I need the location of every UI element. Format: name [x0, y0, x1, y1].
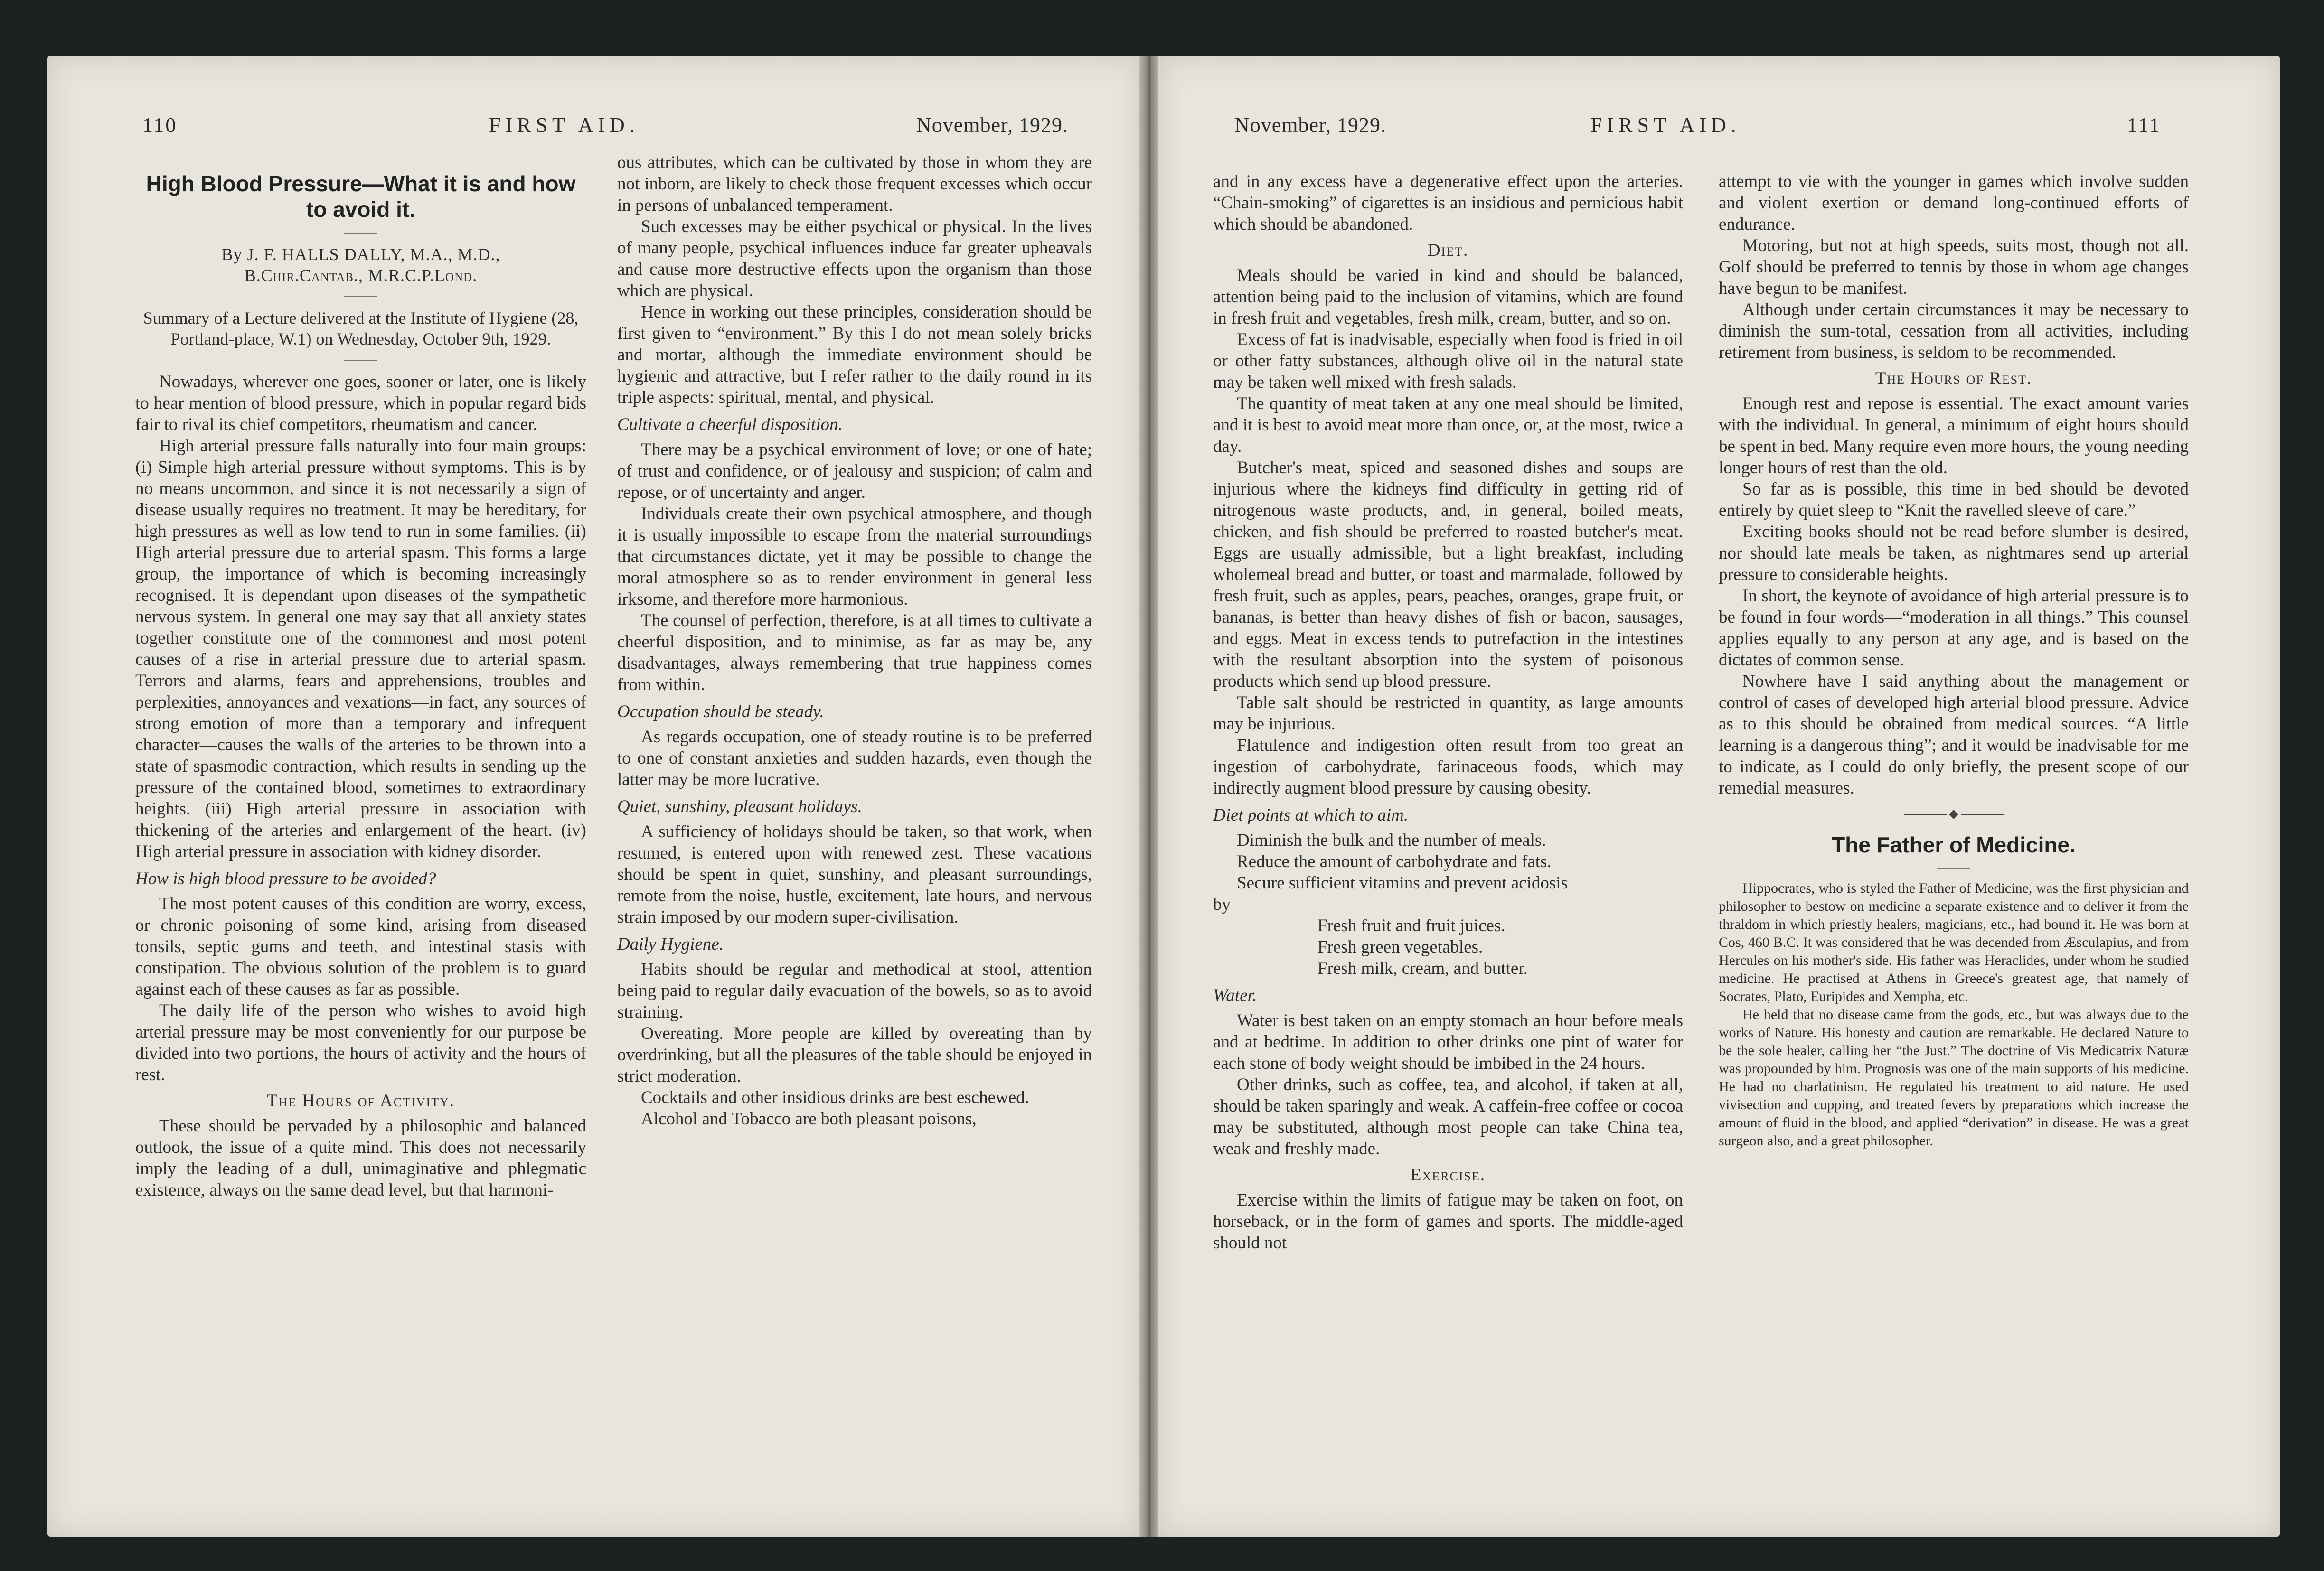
list-item: Secure sufficient vitamins and prevent acidosis [1237, 873, 1568, 893]
book-gutter [1139, 56, 1159, 1537]
paragraph: The counsel of perfection, therefore, is at all times to cultivate a cheerful disposition, and to minimise, as far as may be, any disadvantages, always remembering that true happiness comes from within. [617, 611, 1092, 694]
paragraph: The most potent causes of this condition are worry, excess, or chronic poisoning of some kind, arising from diseased tonsils, septic gums and teeth, and intestinal stasis with constipation. The obvious solution of the problem is to guard against each of these causes as far as possible. [135, 894, 586, 999]
section-heading: How is high blood pressure to be avoided? [135, 869, 436, 888]
title-rule [1937, 868, 1970, 869]
paragraph: Such excesses may be either psychical or physical. In the lives of many people, psychical influences induce far greater upheavals and cause more destructive effects upon the organism than those which are physical. [617, 217, 1092, 300]
left-column-2 [617, 152, 1092, 1130]
paragraph: Excess of fat is inadvisable, especially when food is fried in oil or other fatty substances, although olive oil in the natural state may be taken well mixed with fresh salads. [1213, 330, 1683, 392]
paragraph: Motoring, but not at high speeds, suits most, though not all. Golf should be preferred to tennis by those in whom age changes have begun to be manifest. [1719, 236, 2189, 298]
magazine-title-right: FIRST AID. [1590, 113, 1741, 137]
list-item: Fresh green vegetables. [1317, 937, 1483, 957]
paragraph: Habits should be regular and methodical at stool, attention being paid to regular daily evacuation of the bowels, so as to avoid straining. [617, 960, 1092, 1022]
paragraph: Meals should be varied in kind and should be balanced, attention being paid to the inclusion of vitamins, which are found in fresh fruit and vegetables, fresh milk, cream, butter, and so on. [1213, 266, 1683, 328]
paragraph: He held that no disease came from the gods, etc., but was always due to the works of Nature. His honesty and caution are remarkable. He declared Nature to be the sole healer, calling her “the Just.” The doctrine of Vis Medicatrix Naturæ was propounded by him. Prognosis was one of the main supports of his medicine. He had no charlatinism. He regulated his treatment to aid nature. He used vivisection and cupping, and treated fevers by preparations which increase the amount of fluid in the blood, and applied “derivation” in disease. He was a great surgeon also, and a great philosopher. [1719, 1007, 2189, 1149]
paragraph: ous attributes, which can be cultivated by those in whom they are not inborn, are likely to check those frequent excesses which occur in persons of unbalanced temperament. [617, 153, 1092, 215]
section-heading: Quiet, sunshiny, pleasant holidays. [617, 797, 862, 816]
paragraph: So far as is possible, this time in bed should be devoted entirely by quiet sleep to “Knit the ravelled sleeve of care.” [1719, 479, 2189, 520]
page-number-right: 111 [2127, 113, 2161, 137]
paragraph: Overeating. More people are killed by overeating than by overdrinking, but all the pleasures of the table should be enjoyed in strict moderation. [617, 1024, 1092, 1086]
article-title: High Blood Pressure—What it is and how to avoid it. [146, 171, 576, 222]
paragraph: As regards occupation, one of steady routine is to be preferred to one of constant anxieties and sudden hazards, even though the latter may be more lucrative. [617, 727, 1092, 789]
paragraph: The quantity of meat taken at any one meal should be limited, and it is best to avoid meat more than once, or, at the most, twice a day. [1213, 394, 1683, 456]
right-column-1 [1213, 171, 1683, 1253]
paragraph: Cocktails and other insidious drinks are best eschewed. [641, 1088, 1029, 1107]
paragraph: Butcher's meat, spiced and seasoned dishes and soups are injurious where the kidneys find difficulty in getting rid of nitrogenous waste products, and, in general, boiled meats, chicken, and fish should be preferred to roasted butcher's meat. Eggs are usually admissible, but a light breakfast, including wholemeal bread and butter, or toast and marmalade, followed by fresh fruit, such as apples, pears, peaches, oranges, grape fruit, or bananas, is better than heavy dishes of fish or bacon, sausages, and eggs. Meat in excess tends to putrefaction in the intestines with the resultant absorption into the system of poisonous products which send up blood pressure. [1213, 458, 1683, 691]
section-subheading: Diet. [1427, 241, 1469, 260]
paragraph: Although under certain circumstances it may be necessary to diminish the sum-total, cessation from all activities, including retirement from business, is seldom to be recommended. [1719, 300, 2189, 362]
paragraph: and in any excess have a degenerative effect upon the arteries. “Chain-smoking” of cigarettes is an insidious and pernicious habit which should be abandoned. [1213, 172, 1683, 234]
paragraph: Individuals create their own psychical atmosphere, and though it is usually impossible to escape from the material surroundings that circumstances dictate, yet it may be possible to change the moral atmosphere so as to render environment in general less irksome, and therefore more harmonious. [617, 504, 1092, 609]
paragraph: The daily life of the person who wishes to avoid high arterial pressure may be most conveniently for our purpose be divided into two portions, the hours of activity and the hours of rest. [135, 1001, 586, 1085]
paragraph: Enough rest and repose is essential. The exact amount varies with the individual. In general, a minimum of eight hours should be spent in bed. Many require even more hours, the young needing longer hours of rest than the old. [1719, 394, 2189, 477]
date-left: November, 1929. [916, 113, 1068, 137]
paragraph: High arterial pressure falls naturally into four main groups: (i) Simple high arterial pressure without symptoms. This is by no means uncommon, and since it is not necessarily a sign of disease usually requires no treatment. It may be hereditary, for high pressures as well as low tend to run in some families. (ii) High arterial pressure due to arterial spasm. This forms a large group, the importance of which is becoming increasingly recognised. It is dependant upon diseases of the sympathetic nervous system. In general one may say that all anxiety states together constitute one of the commonest and most potent causes of a rise in arterial pressure due to arterial spasm. Terrors and alarms, fears and apprehensions, troubles and perplexities, annoyances and vexations—in fact, any sources of strong emotion of more than a temporary and infrequent character—causes the walls of the arteries to be thrown into a state of spasmodic contraction, which results in sending up the pressure of the contained blood, sometimes to extraordinary heights. (iii) High arterial pressure in association with thickening of the arteries and enlargement of the heart. (iv) High arterial pressure in association with kidney disorder. [135, 436, 586, 861]
paragraph: Exercise within the limits of fatigue may be taken on foot, on horseback, or in the form of games and sports. The middle-aged should not [1213, 1190, 1683, 1253]
section-heading: Daily Hygiene. [617, 935, 724, 954]
right-column-2 [1719, 171, 2189, 1150]
list-item: Fresh fruit and fruit juices. [1317, 916, 1505, 935]
article-divider [1719, 811, 2189, 818]
paragraph: Nowhere have I said anything about the management or control of cases of developed high arterial blood pressure. Advice as to this should be obtained from medical sources. “A little learning is a dangerous thing”; and it would be inadvisable for me to indicate, as I could do only briefly, the present scope of our remedial measures. [1719, 672, 2189, 798]
article-title: The Father of Medicine. [1832, 832, 2076, 857]
paragraph: Hence in working out these principles, consideration should be first given to “environment.” By this I do not mean solely bricks and mortar, although the immediate environment should be hygienic and attractive, but I refer rather to the daily round in its triple aspects: spiritual, mental, and physical. [617, 302, 1092, 407]
title-rule [344, 233, 377, 234]
paragraph: Other drinks, such as coffee, tea, and alcohol, if taken at all, should be taken sparingly and weak. A caffein-free coffee or cocoa may be substituted, although most people can take China tea, weak and freshly made. [1213, 1075, 1683, 1159]
page-number-left: 110 [142, 113, 178, 137]
paragraph: A sufficiency of holidays should be taken, so that work, when resumed, is entered upon with renewed zest. These vacations should be spent in quiet, sunshiny, and pleasant surroundings, remote from the noise, hustle, excitement, late hours, and nervous strain imposed by our modern super-civilisation. [617, 822, 1092, 927]
byline-rule [344, 296, 377, 297]
paragraph: Exciting books should not be read before slumber is desired, nor should late meals be taken, as nightmares send up arterial pressure to considerable heights. [1719, 522, 2189, 584]
summary-rule [344, 360, 377, 361]
date-right: November, 1929. [1234, 113, 1386, 137]
lecture-summary: Summary of a Lecture delivered at the Institute of Hygiene (28, Portland-place, W.1) on Wednesday, October 9th, 1929. [143, 309, 579, 348]
section-heading: Water. [1213, 986, 1257, 1005]
paragraph: Water is best taken on an empty stomach an hour before meals and at bedtime. In addition to other drinks one pint of water for each stone of body weight should be imbibed in the 24 hours. [1213, 1011, 1683, 1073]
by-label: by [1213, 895, 1231, 914]
paragraph: Table salt should be restricted in quantity, as large amounts may be injurious. [1213, 693, 1683, 734]
section-heading: Cultivate a cheerful disposition. [617, 415, 843, 434]
section-subheading: The Hours of Rest. [1875, 369, 2032, 388]
list-item: Diminish the bulk and the number of meals. [1237, 831, 1546, 850]
left-column-1 [135, 171, 586, 1201]
magazine-title-left: FIRST AID. [489, 113, 640, 137]
paragraph: Nowadays, wherever one goes, sooner or later, one is likely to hear mention of blood pressure, which in popular regard bids fair to rival its chief competitors, rheumatism and cancer. [135, 372, 586, 434]
paragraph: Hippocrates, who is styled the Father of Medicine, was the first physician and philosopher to bestow on medicine a separate existence and to deliver it from the thraldom in which priestly healers, magicians, etc., had bound it. He was born at Cos, 460 B.C. It was considered that he was decended from Æsculapius, and from Hercules on his mother's side. His father was Heraclides, under whom he studied medicine. He practised at Athens in Greece's greatest age, that namely of Socrates, Plato, Euripides and Xempha, etc. [1719, 880, 2189, 1004]
list-item: Fresh milk, cream, and butter. [1317, 959, 1528, 978]
paragraph: In short, the keynote of avoidance of high arterial pressure is to be found in four words—“moderation in all things.” This counsel applies equally to any person at any age, and is based on the dictates of common sense. [1719, 586, 2189, 670]
section-heading: Occupation should be steady. [617, 702, 824, 721]
paragraph: Flatulence and indigestion often result from too great an ingestion of carbohydrate, farinaceous foods, which may indirectly augment blood pressure by causing obesity. [1213, 736, 1683, 798]
diet-points-list [1213, 830, 1683, 894]
paragraph: There may be a psychical environment of love; or one of hate; of trust and confidence, or of jealousy and suspicion; of calm and repose, or of uncertainty and anger. [617, 440, 1092, 502]
paragraph: attempt to vie with the younger in games which involve sudden and violent exertion or demand long-continued efforts of endurance. [1719, 172, 2189, 234]
paragraph: Alcohol and Tobacco are both pleasant poisons, [641, 1109, 977, 1129]
diet-foods-list [1213, 915, 1683, 979]
byline-author: By J. F. HALLS DALLY, M.A., M.D., [221, 245, 500, 264]
section-heading: Diet points at which to aim. [1213, 805, 1409, 825]
list-item: Reduce the amount of carbohydrate and fats. [1237, 852, 1552, 871]
paragraph: These should be pervaded by a philosophic and balanced outlook, the issue of a quite mind. This does not necessarily imply the leading of a dull, unimaginative and phlegmatic existence, always on the same dead level, but that harmoni- [135, 1116, 586, 1200]
section-subheading: The Hours of Activity. [266, 1091, 455, 1111]
byline-degrees: B.Chir.Cantab., M.R.C.P.Lond. [244, 266, 478, 285]
section-subheading: Exercise. [1410, 1165, 1486, 1185]
